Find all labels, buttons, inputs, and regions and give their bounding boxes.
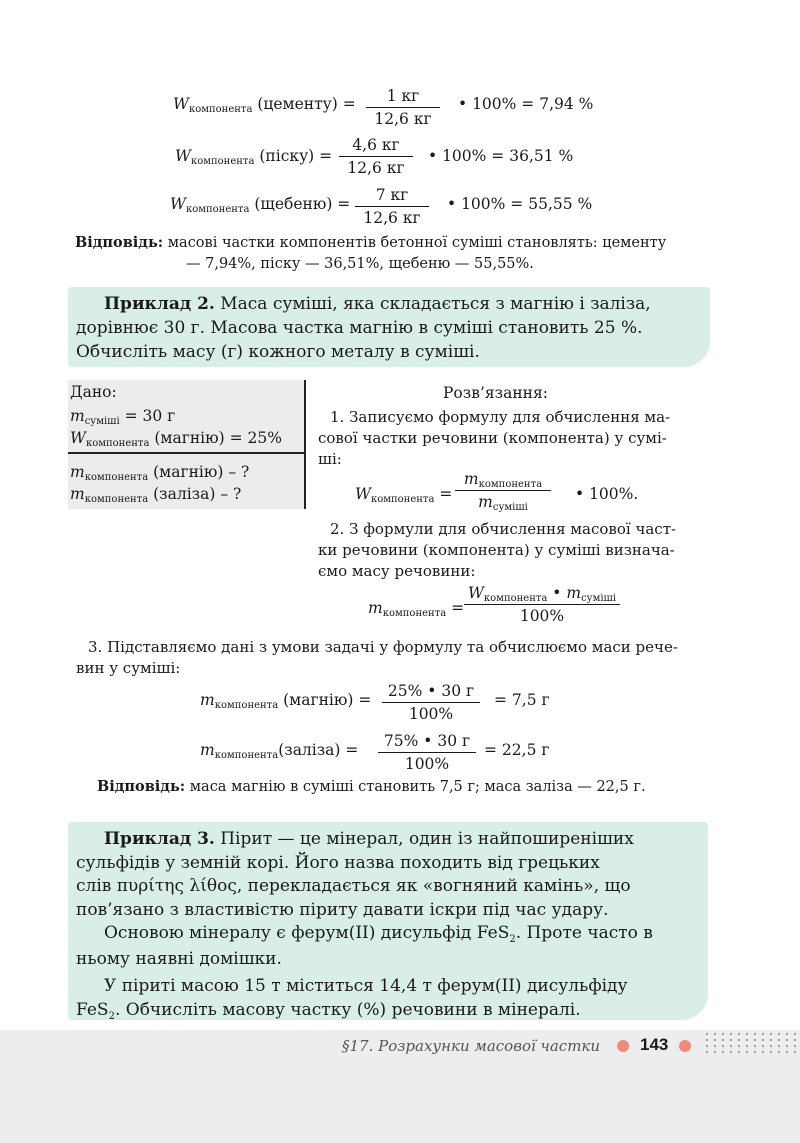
footer-dot <box>738 1039 740 1041</box>
calc-iron-result: = 22,5 г <box>484 741 550 759</box>
footer-right-dot-icon <box>679 1040 691 1052</box>
find-iron-mass: mкомпонента (заліза) – ? <box>70 485 242 505</box>
footer-dot <box>738 1051 740 1053</box>
footer-dot <box>714 1051 716 1053</box>
footer-dot <box>706 1045 708 1047</box>
footer-dot <box>762 1039 764 1041</box>
footer-dot <box>722 1045 724 1047</box>
page-number: 143 <box>640 1035 669 1054</box>
footer-dot <box>778 1033 780 1035</box>
solution-step-3: 3. Підставляємо дані з умови задачі у формулу та обчислюємо маси рече- вин у суміші: <box>76 638 678 677</box>
footer-dot <box>714 1045 716 1047</box>
footer-dot <box>786 1051 788 1053</box>
calc-iron-label: mкомпонента(заліза) = <box>200 741 359 761</box>
footer-left-dot-icon <box>617 1040 629 1052</box>
calc-iron-fraction: 75% • 30 г 100% <box>378 732 476 773</box>
footer-dot <box>754 1045 756 1047</box>
footer-dot <box>778 1051 780 1053</box>
formula-sand-fraction: 4,6 кг 12,6 кг <box>339 136 413 177</box>
footer-dot <box>746 1045 748 1047</box>
footer-dot <box>794 1051 796 1053</box>
given-title: Дано: <box>70 383 117 401</box>
formula-cement-label: Wкомпонента (цементу) = <box>173 95 356 115</box>
footer-dot <box>746 1051 748 1053</box>
answer-2: Відповідь: маса магнію в суміші становить 7,5 г; маса заліза — 22,5 г. <box>97 778 646 795</box>
footer-dot <box>770 1033 772 1035</box>
formula-2-fraction: Wкомпонента • mсуміші 100% <box>464 584 620 625</box>
footer-dot <box>794 1039 796 1041</box>
footer-dot <box>746 1039 748 1041</box>
footer-dot <box>714 1033 716 1035</box>
example-2-text: Приклад 2. Маса суміші, яка складається з магнію і заліза, дорівнює 30 г. Масова частка магнію в суміші становить 25 %. Обчисліть масу (г) кожного металу в суміші. <box>76 294 651 362</box>
footer-dot-pattern-icon <box>706 1033 800 1057</box>
formula-cement-result: • 100% = 7,94 % <box>458 95 594 113</box>
footer-dot <box>730 1051 732 1053</box>
formula-gravel-fraction: 7 кг 12,6 кг <box>355 186 429 227</box>
footer-dot <box>706 1051 708 1053</box>
solution-step-1: 1. Записуємо формулу для обчислення ма- сової частки речовини (компонента) у сумі- ші: <box>318 408 671 468</box>
footer-dot <box>794 1045 796 1047</box>
footer-dot <box>762 1051 764 1053</box>
footer-dot <box>746 1033 748 1035</box>
formula-sand-result: • 100% = 36,51 % <box>428 147 574 165</box>
formula-gravel-result: • 100% = 55,55 % <box>447 195 593 213</box>
footer-dot <box>730 1033 732 1035</box>
footer-dot <box>714 1039 716 1041</box>
given-horizontal-divider <box>68 452 306 454</box>
calc-magnesium-result: = 7,5 г <box>494 691 550 709</box>
footer-dot <box>706 1039 708 1041</box>
footer-dot <box>770 1045 772 1047</box>
footer-dot <box>754 1039 756 1041</box>
solution-title: Розв’язання: <box>443 384 549 402</box>
footer-dot <box>754 1033 756 1035</box>
footer-dot <box>730 1039 732 1041</box>
formula-1-fraction: mкомпонента mсуміші <box>455 470 551 511</box>
footer-dot <box>794 1033 796 1035</box>
formula-sand-label: Wкомпонента (піску) = <box>175 147 333 167</box>
find-magnesium-mass: mкомпонента (магнію) – ? <box>70 463 250 483</box>
footer-dot <box>722 1039 724 1041</box>
formula-2-lhs: mкомпонента = <box>368 599 465 619</box>
footer-dot <box>762 1045 764 1047</box>
calc-magnesium-label: mкомпонента (магнію) = <box>200 691 372 711</box>
footer-dot <box>770 1039 772 1041</box>
calc-magnesium-fraction: 25% • 30 г 100% <box>382 682 480 723</box>
footer-dot <box>778 1045 780 1047</box>
footer-dot <box>786 1039 788 1041</box>
footer-dot <box>786 1045 788 1047</box>
given-vertical-divider <box>304 380 306 509</box>
formula-1-result: • 100%. <box>575 485 639 503</box>
footer-section-title: §17. Розрахунки масової частки <box>342 1037 601 1055</box>
formula-1-lhs: Wкомпонента = <box>355 485 453 505</box>
footer-dot <box>770 1051 772 1053</box>
footer-dot <box>778 1039 780 1041</box>
footer-dot <box>786 1033 788 1035</box>
answer-1: Відповідь: масові частки компонентів бетонної суміші становлять: цементу — 7,94%, піску — 36,51%, щебеню — 55,55%. <box>75 234 667 272</box>
given-mixture-mass: mсуміші = 30 г <box>70 407 176 427</box>
footer-dot <box>738 1045 740 1047</box>
footer-dot <box>738 1033 740 1035</box>
footer-dot <box>762 1033 764 1035</box>
footer-dot <box>722 1051 724 1053</box>
example-3-text: Приклад 3. Пірит — це мінерал, один із найпоширеніших сульфідів у земній корі. Його назва походить від грецьких слів πυρίτης λίθος, перекладається як «вогняний камінь», що пов’язано з властивістю піриту давати іскри під час удару. Основою мінералу є ферум(II) дисульфід FeS$_2$. Проте часто в ньому наявні домішки. У піриті масою 15 т міститься 14,4 т ферум(II) дисульфіду FeS$_2$. Обчисліть масову частку (%) речовини в мінералі. <box>76 829 653 1022</box>
footer-dot <box>722 1033 724 1035</box>
footer-dot <box>706 1033 708 1035</box>
solution-step-2: 2. З формули для обчислення масової част- ки речовини (компонента) у суміші визнача- ємо масу речовини: <box>318 520 677 580</box>
footer-dot <box>754 1051 756 1053</box>
formula-cement-fraction: 1 кг 12,6 кг <box>366 87 440 128</box>
formula-gravel-label: Wкомпонента (щебеню) = <box>170 195 351 215</box>
given-magnesium-fraction: Wкомпонента (магнію) = 25% <box>70 429 282 449</box>
footer-dot <box>730 1045 732 1047</box>
